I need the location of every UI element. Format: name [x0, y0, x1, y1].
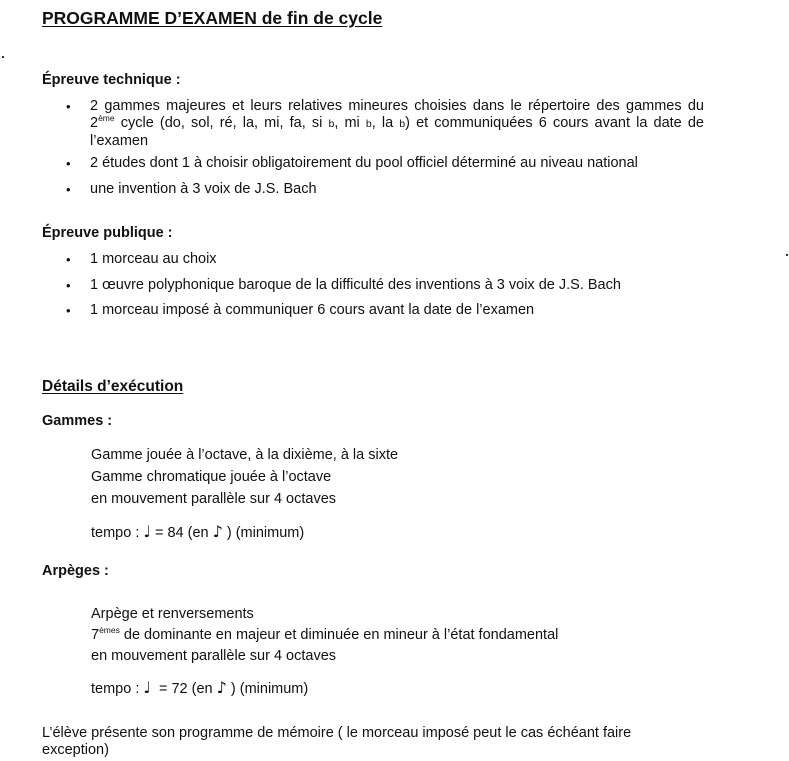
technique-heading: Épreuve technique : [42, 72, 181, 88]
cycle-suffix: ème [98, 113, 115, 123]
arpeges-line-2-rest: de dominante en majeur et diminuée en mineur à l’état fondamental [119, 627, 559, 643]
quarter-note-icon: ♩ [143, 678, 151, 697]
scale-list-part: cycle (do, sol, ré, la, mi, fa, si [114, 115, 329, 131]
technique-item-1-line-1: 2 gammes majeures et leurs relatives mineures choisies dans le répertoire des gammes du [90, 98, 704, 114]
gammes-line-1: Gamme jouée à l’octave, à la dixième, à la sixte [91, 447, 399, 463]
margin-mark [786, 254, 788, 256]
seventh-number: 7 [91, 627, 100, 643]
tempo-end: ) (minimum) [222, 525, 305, 541]
footer-line-2: exception) [42, 742, 109, 758]
publique-item-1: 1 morceau au choix [90, 251, 217, 267]
technique-item-1 [90, 98, 704, 150]
gammes-line-3: en mouvement parallèle sur 4 octaves [91, 491, 337, 507]
cycle-number: 2 [90, 115, 99, 131]
arpeges-line-1: Arpège et renversements [91, 606, 254, 622]
gammes-tempo [91, 524, 304, 541]
arpeges-line-3: en mouvement parallèle sur 4 octaves [91, 648, 337, 664]
bullet-icon: • [66, 99, 71, 114]
scale-list-part: , mi [334, 115, 366, 131]
footer-note [42, 725, 662, 759]
tempo-value: = 72 (en [150, 681, 217, 697]
bullet-icon: • [66, 156, 71, 171]
technique-item-1-line-2 [90, 115, 704, 133]
details-heading: Détails d’exécution [42, 378, 184, 395]
eighth-note-icon: ♪ [212, 522, 223, 541]
tempo-label: tempo : [91, 681, 144, 697]
gammes-line-2: Gamme chromatique jouée à l’octave [91, 469, 332, 485]
bullet-icon: • [66, 182, 71, 197]
technique-item-2: 2 études dont 1 à choisir obligatoirement du pool officiel déterminé au niveau national [90, 155, 638, 171]
arpeges-tempo [91, 680, 308, 697]
technique-item-1-line-3: l’examen [90, 133, 149, 149]
publique-item-2: 1 œuvre polyphonique baroque de la difficulté des inventions à 3 voix de J.S. Bach [90, 277, 621, 293]
scale-list-part: ) et communiquées 6 cours avant la date de [405, 115, 704, 131]
arpeges-line-2 [91, 627, 558, 643]
flat-sign: b [365, 118, 372, 130]
flat-sign: b [399, 118, 406, 130]
page-title: PROGRAMME D’EXAMEN de fin de cycle [42, 8, 383, 28]
tempo-value: = 84 (en [150, 525, 213, 541]
publique-item-3: 1 morceau imposé à communiquer 6 cours avant la date de l’examen [90, 302, 535, 318]
bullet-icon: • [66, 252, 71, 267]
footer-line-1: L’élève présente son programme de mémoire ( le morceau imposé peut le cas échéant faire [42, 725, 632, 741]
flat-sign: b [328, 118, 335, 130]
bullet-icon: • [66, 278, 71, 293]
tempo-label: tempo : [91, 525, 144, 541]
scale-list-part: , la [371, 115, 400, 131]
eighth-note-icon: ♪ [216, 678, 227, 697]
seventh-suffix: èmes [99, 625, 120, 635]
gammes-heading: Gammes : [42, 413, 113, 429]
bullet-icon: • [66, 303, 71, 318]
tempo-end: ) (minimum) [226, 681, 309, 697]
publique-heading: Épreuve publique : [42, 225, 173, 241]
quarter-note-icon: ♩ [143, 522, 151, 541]
arpeges-heading: Arpèges : [42, 563, 109, 579]
margin-mark [2, 56, 4, 58]
technique-item-3: une invention à 3 voix de J.S. Bach [90, 181, 317, 197]
